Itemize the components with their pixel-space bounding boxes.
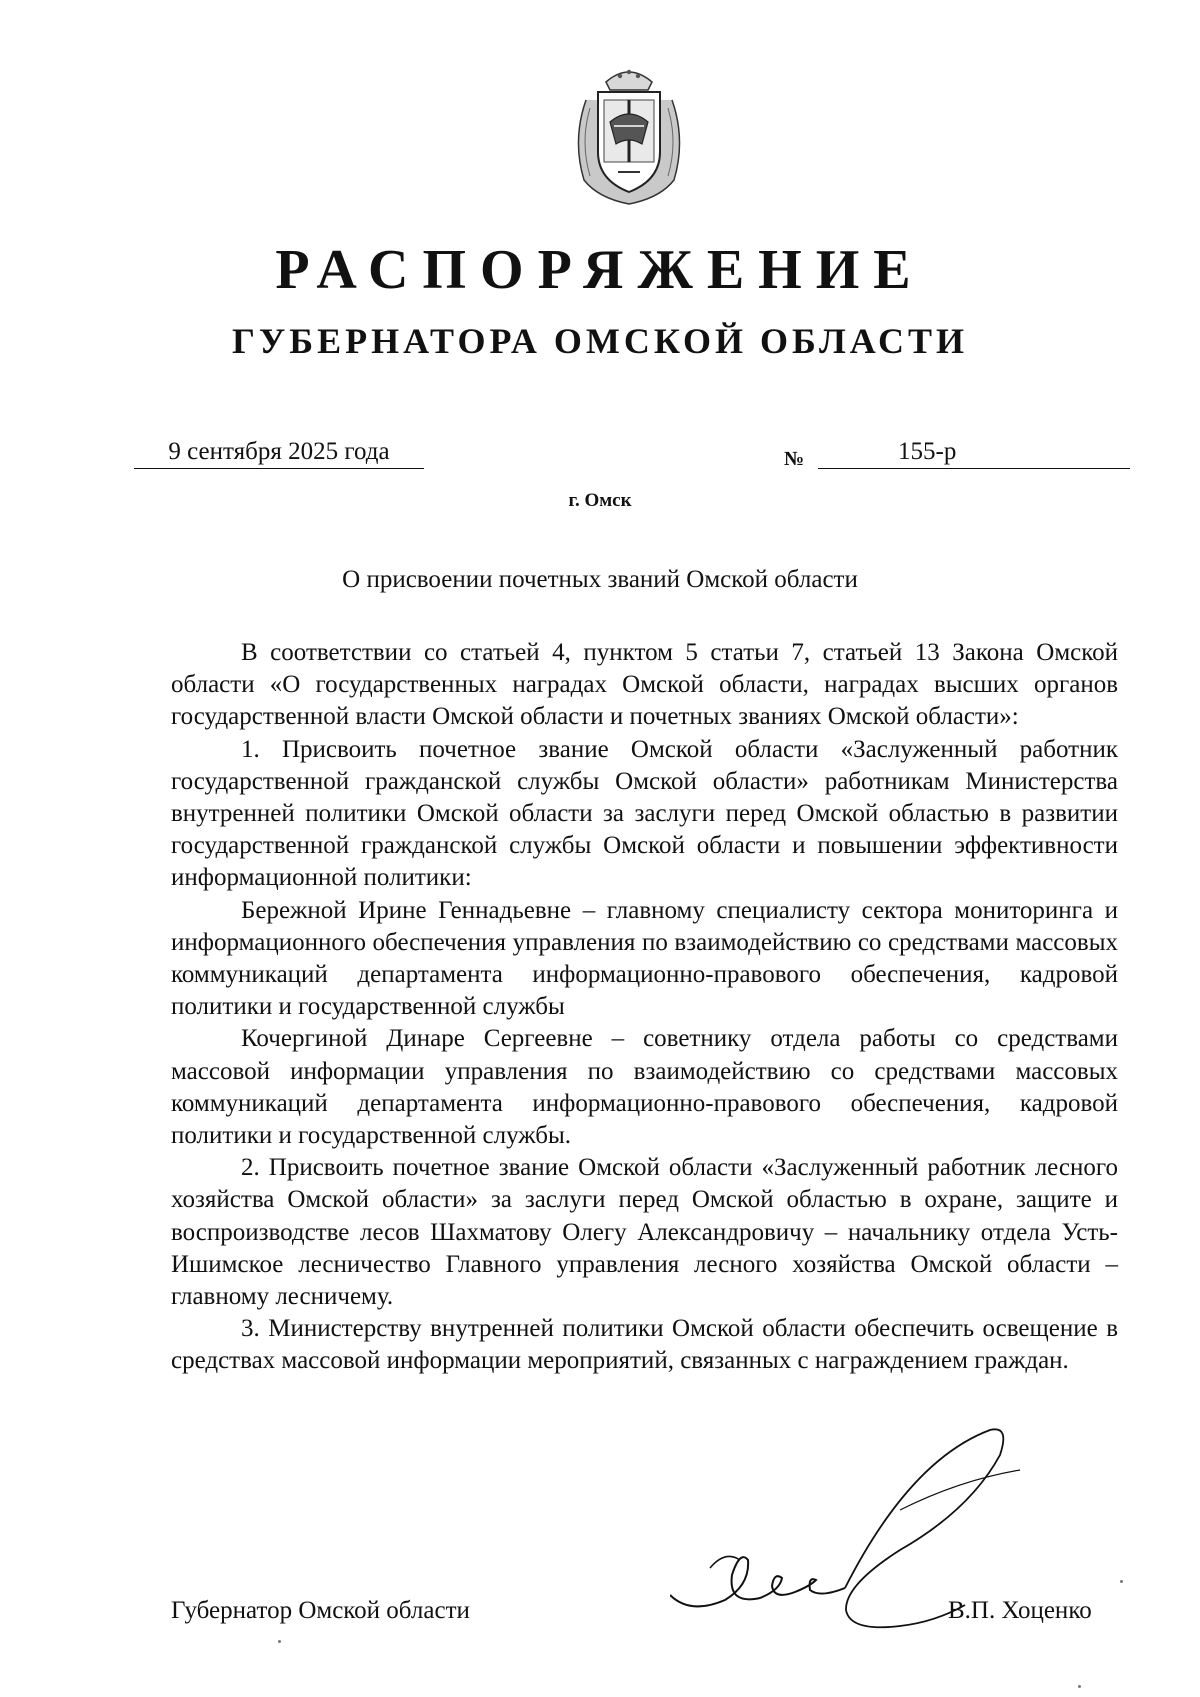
document-type-heading: РАСПОРЯЖЕНИЕ xyxy=(275,239,925,301)
paragraph-item-3: 3. Министерству внутренней политики Омской области обеспечить освещение в средствах массовой информации мероприятий, связанных с награждением граждан. xyxy=(171,1315,1118,1375)
number-label: № xyxy=(784,448,805,470)
scan-speck xyxy=(278,1640,281,1643)
signatory-position: Губернатор Омской области xyxy=(171,1597,470,1624)
scan-speck xyxy=(1078,1685,1081,1688)
omsk-coat-of-arms-icon xyxy=(568,60,690,210)
paragraph-awardee-1: Бережной Ирине Геннадьевне – главному специалисту сектора мониторинга и информационного обеспечения управления по взаимодействию со средствами массовых коммуникаций департамента информационно-правового обеспечения, кадровой политики и государственной службы xyxy=(171,896,1118,1021)
signatory-name: В.П. Хоценко xyxy=(948,1597,1092,1624)
document-body xyxy=(171,637,1118,1378)
scan-speck xyxy=(1120,1580,1123,1583)
document-number: 155-р xyxy=(818,438,1130,469)
document-date: 9 сентября 2025 года xyxy=(134,438,424,469)
paragraph-item-2: 2. Присвоить почетное звание Омской области «Заслуженный работник лесного хозяйства Омской области» за заслуги перед Омской областью в охране, защите и воспроизводстве лесов Шахматову Олегу Александровичу – начальнику отдела Усть-Ишимское лесничество Главного управления лесного хозяйства Омской области – главному лесничему. xyxy=(171,1154,1118,1311)
handwritten-signature-icon xyxy=(670,1400,1100,1630)
document-title: О присвоении почетных званий Омской области xyxy=(342,566,858,593)
document-city: г. Омск xyxy=(568,490,632,511)
issuer-heading: ГУБЕРНАТОРА ОМСКОЙ ОБЛАСТИ xyxy=(231,321,969,361)
paragraph-item-1: 1. Присвоить почетное звание Омской области «Заслуженный работник государственной гражданской службы Омской области» работникам Министерства внутренней политики Омской области за заслуги перед Омской областью в развитии государственной гражданской службы Омской области и повышении эффективности информационной политики: xyxy=(171,735,1118,892)
paragraph-awardee-2: Кочергиной Динаре Сергеевне – советнику отдела работы со средствами массовой информации управления по взаимодействию со средствами массовых коммуникаций департамента информационно-правового обеспечения, кадровой политики и государственной службы. xyxy=(171,1025,1118,1150)
paragraph-preamble: В соответствии со статьей 4, пунктом 5 статьи 7, статьей 13 Закона Омской области «О государственных наградах Омской области, наградах высших органов государственной власти Омской области и почетных званиях Омской области»: xyxy=(171,639,1118,731)
